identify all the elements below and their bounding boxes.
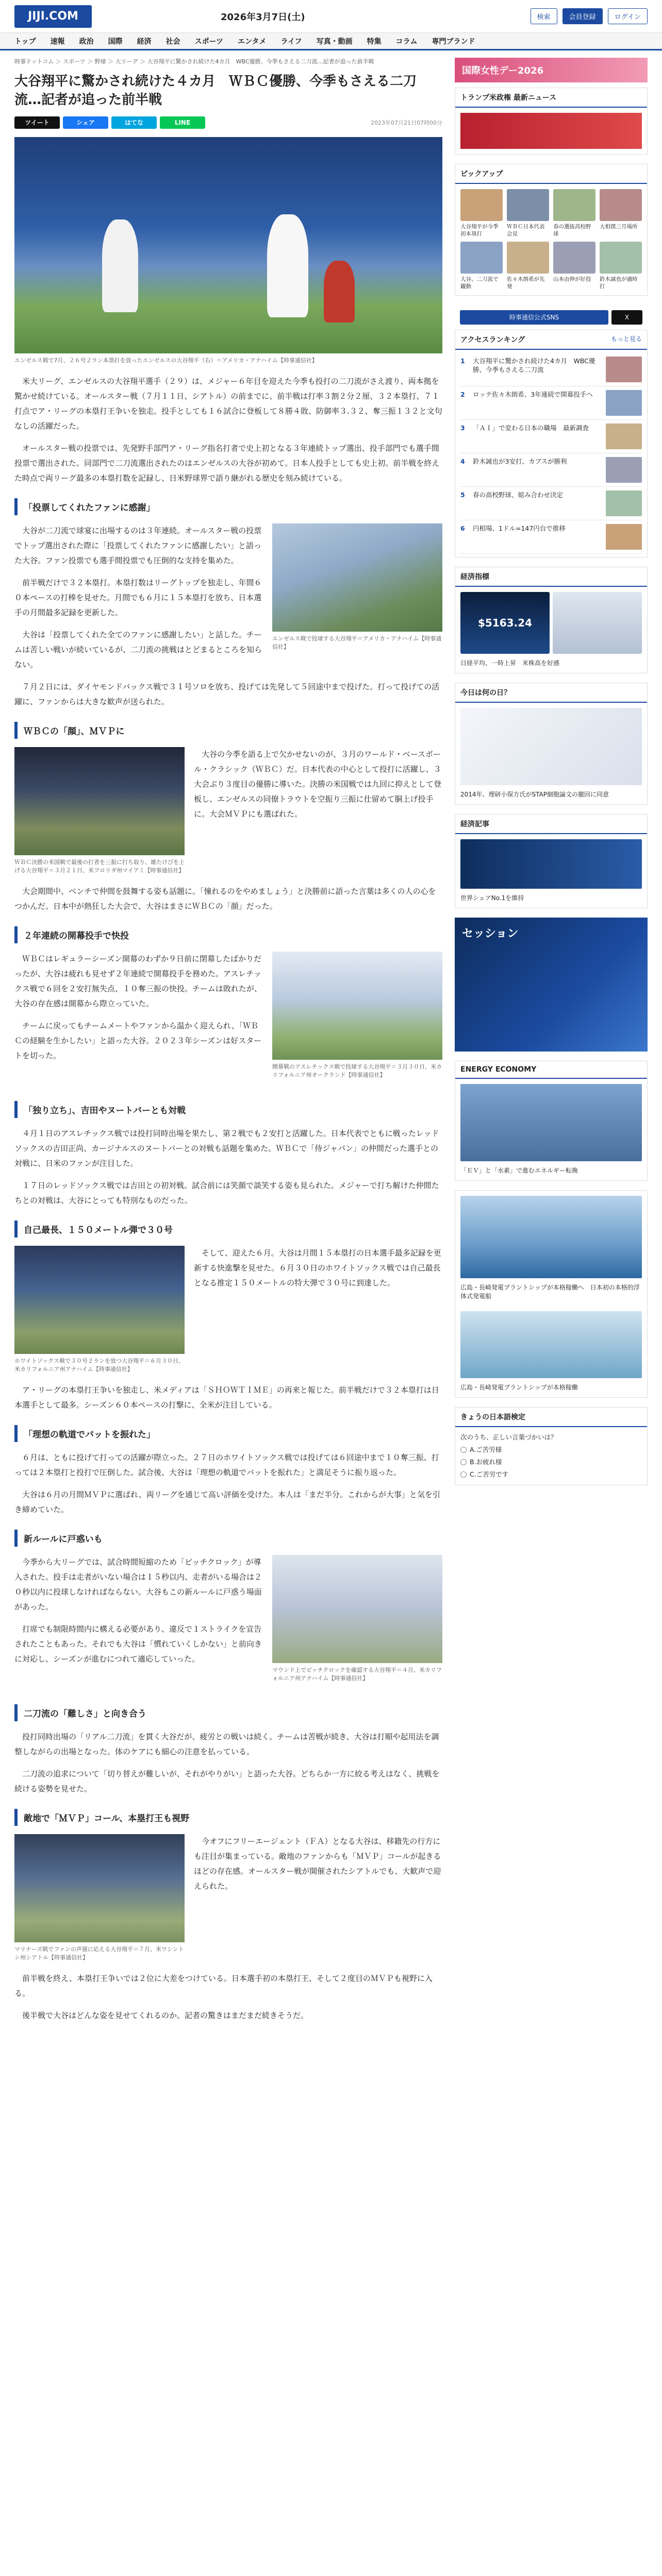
japanese-quiz-box [455, 1407, 648, 1485]
follow-buttons [455, 305, 648, 330]
x-share-button[interactable]: ツイート [14, 116, 60, 129]
energy-caption[interactable]: 「ＥＶ」と「水素」で進むエネルギー転換 [460, 1167, 578, 1174]
energy-box [455, 1061, 648, 1181]
hatena-share-button[interactable]: はてな [111, 116, 157, 129]
paragraph: ＷＢＣはレギュラーシーズン開幕のわずか９日前に閉幕したばかりだったが、大谷は疲れも見せず２年連続で開幕投手を務めた。アスレチックス戦で６回を２安打無失点、１０奪三振の快投。チームは敗れたが、大谷の存在感は開幕から際立っていた。 [14, 954, 262, 1008]
ranking-number: 5 [460, 491, 465, 499]
ranking-item[interactable] [460, 453, 642, 487]
ranking-item[interactable] [460, 487, 642, 520]
econ-banner[interactable] [460, 839, 642, 889]
energy-title: ENERGY ECONOMY [460, 1065, 537, 1074]
nav-item[interactable]: 写真・動画 [316, 37, 353, 46]
radio-icon [460, 1447, 467, 1453]
session-title: セッション [462, 927, 519, 940]
quiz-question[interactable]: 2014年、理研小保方氏がSTAP細胞論文の撤回に同意 [460, 791, 609, 798]
photo-caption: エンゼルス戦で投球する大谷翔平＝アメリカ・アナハイム【時事通信社】 [272, 635, 442, 650]
ship-photo[interactable] [460, 1311, 642, 1378]
pickup-caption: 大谷翔平が今季初本塁打 [460, 224, 499, 237]
stock-value[interactable]: $5163.24 [460, 592, 550, 654]
ranking-thumbnail [606, 524, 642, 550]
econ-title: 経済記事 [460, 820, 489, 828]
quiz-option[interactable]: C.ご苦労です [460, 1469, 642, 1480]
section-heading: ２年連続の開幕投手で快投 [14, 926, 442, 943]
pickup-thumbnail [553, 242, 595, 274]
stock-box [455, 567, 648, 673]
ranking-text: 大谷翔平に驚かされ続けた4カ月 WBC優勝、今季もさえる二刀流 [473, 357, 595, 374]
paragraph: 大谷は「投票してくれた全てのファンに感謝したい」と話した。チームは苦しい戦いが続いているが、二刀流の挑戦はとどまるところを知らない。 [14, 630, 262, 669]
paragraph: 米大リーグ、エンゼルスの大谷翔平選手（２９）は、メジャー６年目を迎えた今季も投打の二刀流がさえ渡り、両本拠を驚かせ続けている。オールスター戦（７月１１日、シアトル）の前までに、前半戦は打率３割２分２厘、３２本塁打、７１打点でア・リーグの本塁打王争いを独走。投手としても１６試合に登板して８勝４敗、防御率３.３２、奪三振１３２と文句なしの活躍だった。 [14, 377, 442, 431]
article-main [14, 58, 442, 2030]
nav-item[interactable]: 政治 [79, 37, 94, 46]
article-photo[interactable] [272, 1555, 442, 1663]
pickup-box [455, 164, 648, 296]
paragraph: ６月は、ともに投げて打っての活躍が際立った。２７日のホワイトソックス戦では投げては６回途中まで１０奪三振、打っては２本塁打と投打で圧倒した。試合後、大谷は「理想の軌道でバットを振れた」と満足そうに振り返った。 [14, 1453, 439, 1477]
pickup-item[interactable] [507, 242, 549, 290]
pickup-caption: 大相撲三月場所 [600, 224, 638, 230]
paragraph: 二刀流の追求について「切り替えが難しいが、それがやりがい」と語った大谷。どちらか一方に絞る考えはなく、挑戦を続ける姿勢を見せた。 [14, 1769, 440, 1793]
pickup-caption: 山本由伸が好投 [553, 276, 591, 282]
nav-item[interactable]: エンタメ [238, 37, 267, 46]
paragraph: １７日のレッドソックス戦では吉田との初対戦。試合前には笑顔で談笑する姿も見られた。メジャーで打ち解けた仲間たちとの対戦は、大谷にとっても特別なものだった。 [14, 1181, 439, 1205]
pickup-item[interactable] [553, 242, 595, 290]
paragraph: 打席でも制限時間内に構える必要があり、違反で１ストライクを宣告されたこともあった。それでも大谷は「慣れていくしかない」と前向きに対応し、シーズンが進むにつれて適応していった。 [14, 1624, 262, 1664]
pickup-thumbnail [600, 242, 642, 274]
pickup-item[interactable] [553, 189, 595, 238]
pickup-item[interactable] [460, 189, 503, 238]
trend-box [455, 88, 648, 155]
ranking-more-link[interactable]: もっと見る [610, 335, 642, 343]
paragraph: 今季から大リーグでは、試合時間短縮のため「ピッチクロック」が導入された。投手は走者がいない場合は１５秒以内、走者がいる場合は２０秒以内に投球しなければならない。大谷もこの新ルールに戸惑う場面があった。 [14, 1557, 262, 1612]
paragraph: 大谷が二刀流で球宴に出場するのは３年連続。オールスター戦の投票でトップ選出された際に「投票してくれたファンに感謝したい」と語った大谷。ファン投票でも選手間投票でも圧倒的な支持を集めた。 [14, 526, 262, 565]
ranking-text: 円相場、1ドル=147円台で推移 [473, 524, 566, 532]
ranking-text: ロッテ佐々木朗希、3年連続で開幕投手へ [473, 391, 593, 398]
session-ad[interactable] [455, 918, 648, 1052]
photo-caption: 開幕戦のアスレチックス戦で投球する大谷翔平＝３月３０日、米カリフォルニア州オークランド【時事通信社】 [272, 1063, 442, 1078]
pickup-item[interactable] [507, 189, 549, 238]
article-photo[interactable] [14, 1246, 185, 1354]
paragraph: 投打同時出場の「リアル二刀流」を貫く大谷だが、疲労との戦いは続く。チームは苦戦が続き、大谷は打順や起用法を調整しながらの出場となった。体のケアにも細心の注意を払っている。 [14, 1732, 439, 1756]
econ-caption[interactable]: 世界シェアNo.1を維持 [460, 894, 524, 902]
nav-item[interactable]: スポーツ [194, 37, 224, 46]
site-logo[interactable]: JIJI.COM [14, 5, 92, 28]
quiz-option[interactable]: B.お疲れ様 [460, 1457, 642, 1467]
ship-caption[interactable]: 広島・長崎発電プラントシップが本格稼働 [460, 1384, 578, 1391]
ranking-title: アクセスランキング [460, 336, 525, 344]
paragraph: 大谷の今季を語る上で欠かせないのが、３月のワールド・ベースボール・クラシック（ＷＢＣ）だ。日本代表の中心として投打に活躍し、３大会ぶり３度目の優勝に導いた。決勝の米国戦では九回に抑えとして登板し、エンゼルスの同僚トラウトを空振り三振に仕留めて胴上げ投手に。大会ＭＶＰにも選ばれた。 [194, 750, 442, 819]
paragraph: 大谷は６月の月間ＭＶＰに選ばれ、両リーグを通じて高い評価を受けた。本人は「まだ半分。これからが大事」と気を引き締めていた。 [14, 1490, 440, 1514]
pickup-thumbnail [600, 189, 642, 221]
trend-title: トランプ米政権 最新ニュース [460, 94, 557, 102]
share-buttons [14, 116, 205, 129]
nav-item[interactable]: ライフ [280, 37, 302, 46]
nav-item[interactable]: 専門ブランド [432, 37, 475, 46]
login-button[interactable]: ログイン [608, 8, 648, 24]
paragraph: 大会期間中、ベンチで仲間を鼓舞する姿も話題に。「憧れるのをやめましょう」と決勝前に語った言葉は多くの人の心をつかんだ。日本中が熱狂した大会で、大谷はまさにＷＢＣの「顔」だった。 [14, 887, 436, 911]
pickup-item[interactable] [460, 242, 503, 290]
plant-caption[interactable]: 広島・長崎発電プラントシップが本格稼働へ 日本初の本格的浮体式発電船 [460, 1284, 640, 1300]
pickup-thumbnail [553, 189, 595, 221]
photo-caption: マウンド上でピッチクロックを確認する大谷翔平＝４月、米カリフォルニア州アナハイム【時事通信社】 [272, 1667, 442, 1682]
ranking-text: 鈴木誠也が3安打、カブスが勝利 [473, 457, 567, 465]
photo-caption: マリナーズ戦でファンの声援に応える大谷翔平＝７月、米ワシントン州シアトル【時事通信社】 [14, 1946, 184, 1961]
trend-banner[interactable] [460, 113, 642, 149]
site-header [0, 0, 662, 33]
quiz-option[interactable]: A.ご苦労様 [460, 1445, 642, 1455]
ranking-thumbnail [606, 357, 642, 382]
quiz-box [455, 683, 648, 805]
nav-item[interactable]: 特集 [367, 37, 382, 46]
japanese-quiz-question: 次のうち、正しい言葉づかいは？ [460, 1433, 557, 1441]
ranking-number: 2 [460, 391, 465, 398]
pickup-caption: 佐々木朗希が先発 [507, 276, 545, 290]
paragraph: そして、迎えた６月。大谷は月間１５本塁打の日本選手最多記録を更新する快進撃を見せた。６月３０日のホワイトソックス戦では自己最長となる推定１５０メートルの特大弾で３０号に到達した。 [194, 1248, 441, 1287]
pickup-caption: 春の選抜高校野球 [553, 224, 591, 237]
section-heading: 「投票してくれたファンに感謝」 [14, 498, 442, 515]
nav-item[interactable]: 速報 [50, 37, 65, 46]
main-photo[interactable] [14, 137, 442, 353]
ranking-item[interactable] [460, 420, 642, 453]
paragraph: 前半戦だけで３２本塁打。本塁打数はリーグトップを独走し、年間６０本ペースの打棒を見せた。月間でも６月に１５本塁打を放ち、日本選手の月間最多記録を更新した。 [14, 578, 262, 617]
ranking-item[interactable] [460, 386, 642, 420]
energy-photo[interactable] [460, 1084, 642, 1161]
paragraph: ４月１日のアスレチックス戦では投打同時出場を果たし、第２戦でも２安打と活躍した。日本代表でともに戦ったレッドソックスの吉田正尚、カージナルスのヌートバーとの対戦も話題を集めた。ＷＢＣで「侍ジャパン」の仲間だった選手との対戦に、日米のファンが注目した。 [14, 1129, 439, 1168]
econ-box [455, 814, 648, 908]
pickup-item[interactable] [600, 189, 642, 238]
ranking-number: 4 [460, 457, 465, 465]
pickup-item[interactable] [600, 242, 642, 290]
stock-headline[interactable]: 日経平均、一時上昇 米株高を好感 [460, 659, 560, 667]
pickup-caption: 鈴木誠也が適時打 [600, 276, 638, 290]
ranking-box [455, 330, 648, 557]
pickup-caption: 大谷、二刀流で躍動 [460, 276, 499, 290]
pickup-thumbnail [507, 189, 549, 221]
article-photo[interactable] [14, 747, 185, 855]
ranking-item[interactable] [460, 520, 642, 554]
ranking-number: 6 [460, 524, 465, 532]
nav-item[interactable]: コラム [395, 37, 418, 46]
stock-photo[interactable] [553, 592, 642, 654]
section-heading: 自己最長、１５０メートル弾で３０号 [14, 1221, 442, 1238]
search-button[interactable]: 検索 [531, 8, 557, 24]
pickup-thumbnail [460, 242, 503, 274]
ranking-thumbnail [606, 457, 642, 483]
article-photo[interactable] [272, 523, 442, 632]
radio-icon [460, 1459, 467, 1465]
section-heading: 二刀流の「難しさ」と向き合う [14, 1704, 442, 1721]
article-photo[interactable] [14, 1834, 185, 1942]
paragraph: ７月２日には、ダイヤモンドバックス戦で３１号ソロを放ち、投げては先発して５回途中まで投げた。打って投げての活躍に、ファンからは大きな歓声が送られた。 [14, 682, 440, 706]
header-date: 2026年3月7日(土) [221, 11, 305, 23]
pickup-thumbnail [460, 189, 503, 221]
paragraph: 前半戦を終え、本塁打王争いでは２位に大差をつけている。日本選手初の本塁打王、そして２度目のＭＶＰも視野に入る。 [14, 1974, 433, 1998]
sidebar [455, 58, 648, 2030]
article-timestamp: 2023年07月21日07時00分 [371, 120, 442, 126]
plant-photo[interactable] [460, 1196, 642, 1278]
breadcrumb[interactable]: 時事ドットコム ＞ スポーツ ＞ 野球 ＞ 大リーグ ＞ 大谷翔平に驚かされ続けた4カ月 WBC優勝、今季もさえる二刀流…記者が追った前半戦 [14, 58, 374, 65]
paragraph: チームに戻ってもチームメートやファンから温かく迎えられ、「ＷＢＣの経験を生かしたい」と語った大谷。２０２３年シーズンは好スタートを切った。 [14, 1021, 262, 1060]
photo-caption: ＷＢＣ決勝の米国戦で最後の打者を三振に打ち取り、雄たけびを上げる大谷翔平＝３月２１日、米フロリダ州マイアミ【時事通信社】 [14, 859, 185, 874]
paragraph: ア・リーグの本塁打王争いを独走し、米メディアは「ＳＨＯＷＴＩＭＥ」の再来と報じた。前半戦だけで３２本塁打は日本選手として最多。シーズン６０本ペースの打撃に、全米が注目している。 [14, 1385, 439, 1410]
paragraph: オールスター戦の投票では、先発野手部門ア・リーグ指名打者で史上初となる３年連続トップ選出、投手部門でも選手間投票で選出された。同部門で二刀流選出されたのはエンゼルスの大谷が初めて。日本人投手としても史上初。前半戦を終えた時点で両リーグ最多の本塁打数を記録し、日米野球界で語り継がれる歴史を刻み続けている。 [14, 444, 440, 483]
stock-title: 経済指標 [460, 573, 489, 581]
section-heading: 「独り立ち」、吉田やヌートバーとも対戦 [14, 1101, 442, 1118]
article-title: 大谷翔平に驚かされ続けた４カ月 ＷＢＣ優勝、今季もさえる二刀流…記者が追った前半戦 [14, 74, 417, 108]
nav-item[interactable]: 国際 [108, 37, 123, 46]
ranking-number: 1 [460, 357, 465, 365]
paragraph: 今オフにフリーエージェント（ＦＡ）となる大谷は、移籍先の行方にも注目が集まっている。敵地のファンからも「ＭＶＰ」コールが起きるほどの存在感。オールスター戦が開催されたシアトルでも、大歓声で迎えられた。 [194, 1837, 441, 1891]
sns-follow-button[interactable]: 時事通信公式SNS [460, 310, 608, 325]
article-photo[interactable] [272, 952, 442, 1060]
plant-box [455, 1190, 648, 1398]
quiz-photo[interactable] [460, 708, 642, 785]
womens-day-banner[interactable]: 国際女性デー2026 [455, 58, 648, 82]
ranking-number: 3 [460, 424, 465, 432]
ranking-thumbnail [606, 423, 642, 449]
pickup-thumbnail [507, 242, 549, 274]
section-heading: 「理想の軌道でバットを振れた」 [14, 1425, 442, 1442]
nav-item[interactable]: 社会 [166, 37, 180, 46]
ranking-item[interactable] [460, 353, 642, 386]
radio-icon [460, 1471, 467, 1478]
global-nav [0, 33, 662, 50]
pickup-title: ピックアップ [460, 170, 503, 178]
photo-caption: ホワイトソックス戦で３０号２ランを放つ大谷翔平＝６月３０日、米カリフォルニア州アナハイム【時事通信社】 [14, 1358, 185, 1372]
x-follow-button[interactable]: X [611, 310, 642, 325]
japanese-quiz-title: きょうの日本語検定 [460, 1413, 525, 1421]
section-heading: ＷＢＣの「顔」、ＭＶＰに [14, 722, 442, 739]
section-heading: 新ルールに戸惑いも [14, 1530, 442, 1547]
ranking-thumbnail [606, 390, 642, 416]
quiz-title: 今日は何の日？ [460, 689, 511, 697]
paragraph: 後半戦で大谷はどんな姿を見せてくれるのか。記者の驚きはまだまだ続きそうだ。 [22, 2011, 309, 2020]
ranking-thumbnail [606, 490, 642, 516]
pickup-caption: ＷＢＣ日本代表会見 [507, 224, 545, 237]
nav-item[interactable]: 経済 [137, 37, 152, 46]
section-heading: 敵地で「ＭＶＰ」コール、本塁打王も視野 [14, 1809, 442, 1826]
ranking-text: 春の高校野球、組み合わせ決定 [473, 491, 564, 499]
ranking-text: 「ＡＩ」で変わる日本の職場 最新調査 [473, 424, 589, 432]
nav-item[interactable]: トップ [14, 37, 36, 46]
facebook-share-button[interactable]: シェア [63, 116, 108, 129]
main-photo-caption: エンゼルス戦で7月、２６号２ラン本塁打を放ったエンゼルスの大谷翔平（右）＝アメリカ・アナハイム【時事通信社】 [14, 357, 318, 364]
line-share-button[interactable]: LINE [160, 116, 205, 129]
register-button[interactable]: 会員登録 [562, 8, 603, 24]
